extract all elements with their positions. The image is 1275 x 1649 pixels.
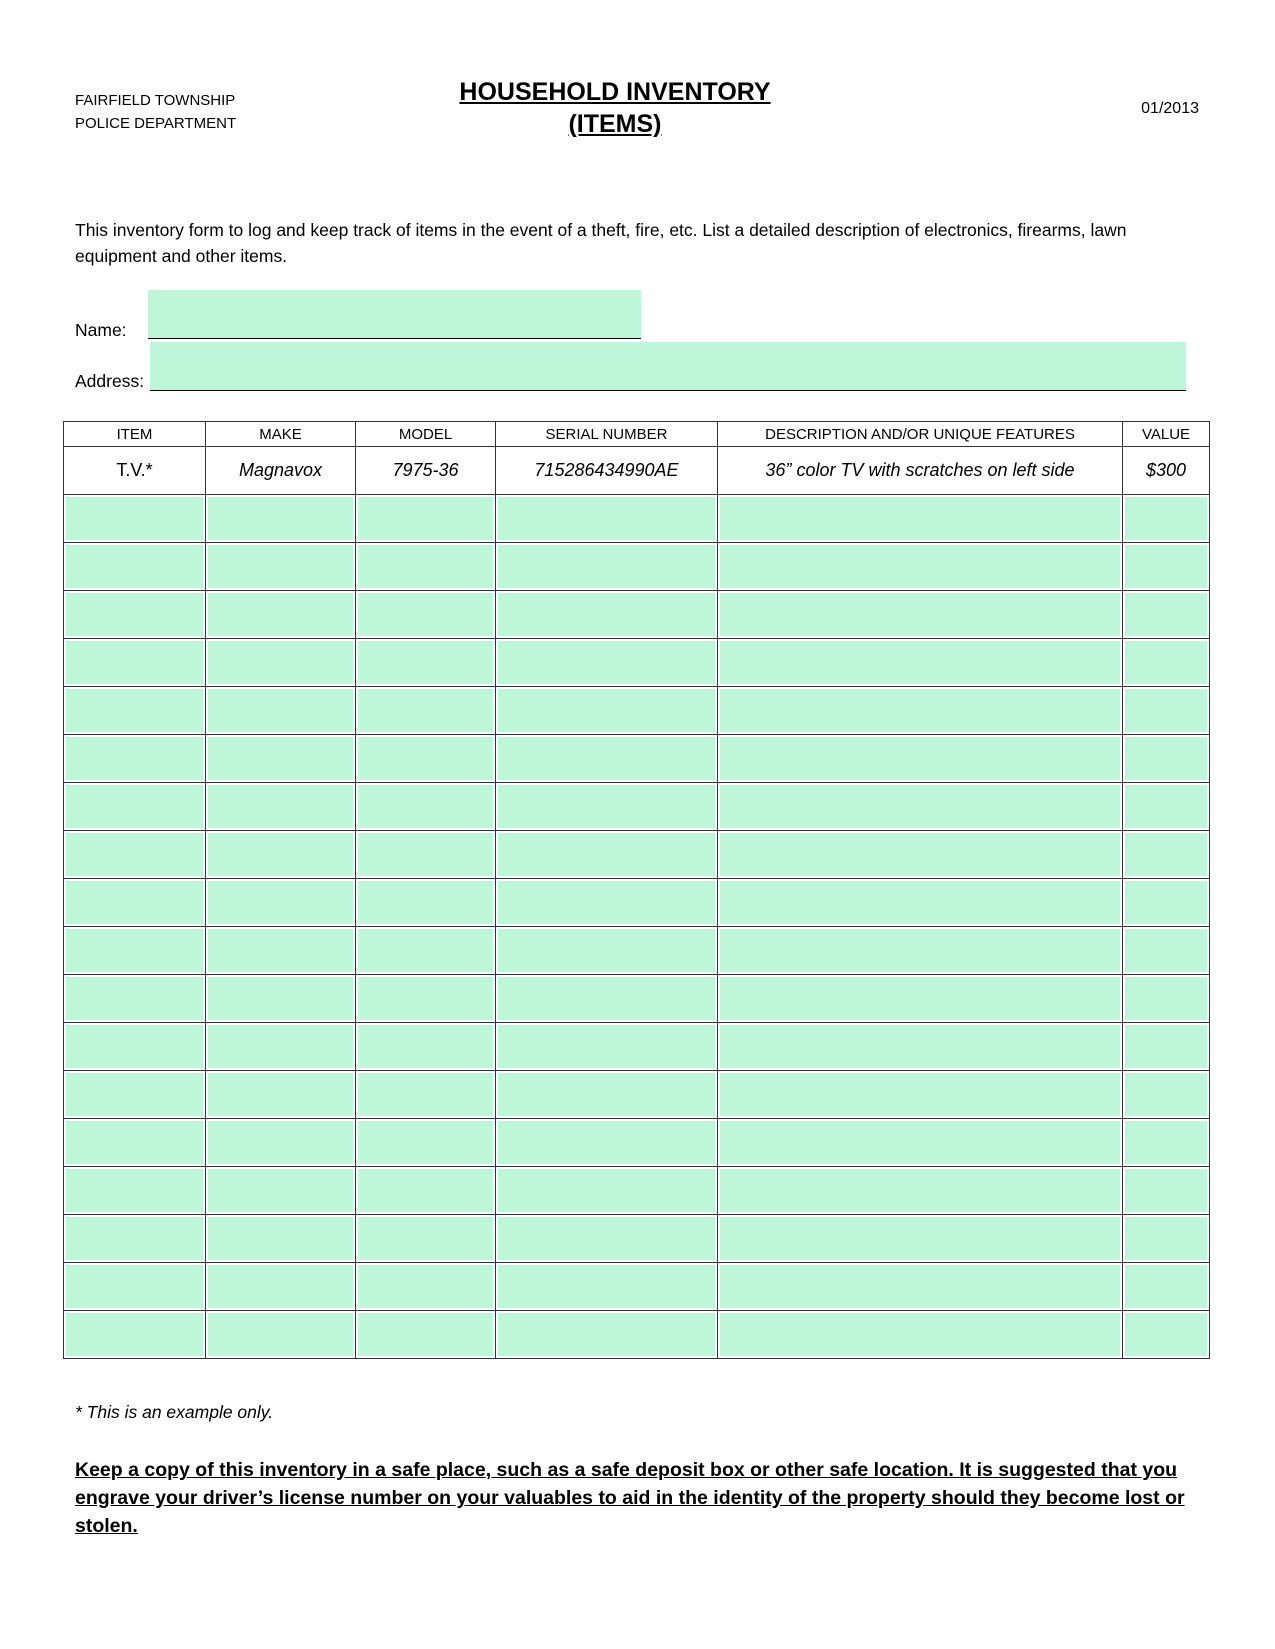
name-field[interactable] xyxy=(148,290,641,339)
description-cell[interactable] xyxy=(718,543,1123,591)
item-cell[interactable] xyxy=(64,639,206,687)
description-cell[interactable] xyxy=(718,639,1123,687)
serial-number-cell[interactable] xyxy=(496,1119,718,1167)
model-cell[interactable] xyxy=(356,639,496,687)
description-cell[interactable] xyxy=(718,1311,1123,1359)
table-header-row xyxy=(64,422,1210,447)
value-cell[interactable] xyxy=(1123,1119,1210,1167)
serial-number-cell[interactable] xyxy=(496,927,718,975)
model-cell[interactable] xyxy=(356,1023,496,1071)
model-cell[interactable] xyxy=(356,1119,496,1167)
table-row xyxy=(64,1311,1210,1359)
model-cell[interactable] xyxy=(356,1071,496,1119)
table-row xyxy=(64,495,1210,543)
serial-number-cell[interactable] xyxy=(496,495,718,543)
model-cell[interactable] xyxy=(356,687,496,735)
item-cell[interactable] xyxy=(64,735,206,783)
page-title xyxy=(420,76,810,140)
model-cell[interactable] xyxy=(356,927,496,975)
description-cell[interactable] xyxy=(718,1215,1123,1263)
table-row xyxy=(64,735,1210,783)
description-cell[interactable] xyxy=(718,1167,1123,1215)
make-cell[interactable] xyxy=(206,1263,356,1311)
model-cell[interactable] xyxy=(356,495,496,543)
column-header-make: MAKE xyxy=(206,422,356,447)
title-line-1: HOUSEHOLD INVENTORY xyxy=(459,78,771,106)
serial-number-cell[interactable] xyxy=(496,591,718,639)
serial-number-cell[interactable] xyxy=(496,783,718,831)
column-header-item: ITEM xyxy=(64,422,206,447)
table-row xyxy=(64,1071,1210,1119)
name-label: Name: xyxy=(75,320,127,340)
example-model: 7975-36 xyxy=(356,447,496,495)
table-row xyxy=(64,1023,1210,1071)
serial-number-cell[interactable] xyxy=(496,975,718,1023)
description-cell[interactable] xyxy=(718,1119,1123,1167)
address-field[interactable] xyxy=(150,342,1186,391)
item-cell[interactable] xyxy=(64,1263,206,1311)
item-cell[interactable] xyxy=(64,783,206,831)
table-row xyxy=(64,1263,1210,1311)
example-value: $300 xyxy=(1123,447,1210,495)
value-cell[interactable] xyxy=(1123,927,1210,975)
make-cell[interactable] xyxy=(206,879,356,927)
column-header-serial-number: SERIAL NUMBER xyxy=(496,422,718,447)
serial-number-cell[interactable] xyxy=(496,879,718,927)
description-cell[interactable] xyxy=(718,927,1123,975)
model-cell[interactable] xyxy=(356,591,496,639)
table-row xyxy=(64,927,1210,975)
item-cell[interactable] xyxy=(64,591,206,639)
description-cell[interactable] xyxy=(718,1263,1123,1311)
example-description: 36” color TV with scratches on left side xyxy=(718,447,1123,495)
value-cell[interactable] xyxy=(1123,783,1210,831)
description-cell[interactable] xyxy=(718,495,1123,543)
serial-number-cell[interactable] xyxy=(496,639,718,687)
serial-number-cell[interactable] xyxy=(496,543,718,591)
value-cell[interactable] xyxy=(1123,591,1210,639)
value-cell[interactable] xyxy=(1123,1167,1210,1215)
make-cell[interactable] xyxy=(206,495,356,543)
make-cell[interactable] xyxy=(206,639,356,687)
value-cell[interactable] xyxy=(1123,639,1210,687)
value-cell[interactable] xyxy=(1123,1311,1210,1359)
value-cell[interactable] xyxy=(1123,735,1210,783)
table-row xyxy=(64,1119,1210,1167)
make-cell[interactable] xyxy=(206,927,356,975)
item-cell[interactable] xyxy=(64,1119,206,1167)
table-row xyxy=(64,591,1210,639)
model-cell[interactable] xyxy=(356,879,496,927)
table-row xyxy=(64,879,1210,927)
value-cell[interactable] xyxy=(1123,1263,1210,1311)
model-cell[interactable] xyxy=(356,783,496,831)
make-cell[interactable] xyxy=(206,1071,356,1119)
table-row xyxy=(64,1167,1210,1215)
form-date: 01/2013 xyxy=(1141,100,1199,117)
make-cell[interactable] xyxy=(206,687,356,735)
item-cell[interactable] xyxy=(64,543,206,591)
inventory-table xyxy=(63,421,1210,1359)
model-cell[interactable] xyxy=(356,1311,496,1359)
item-cell[interactable] xyxy=(64,1215,206,1263)
item-cell[interactable] xyxy=(64,1071,206,1119)
model-cell[interactable] xyxy=(356,735,496,783)
description-cell[interactable] xyxy=(718,1023,1123,1071)
serial-number-cell[interactable] xyxy=(496,1311,718,1359)
item-cell[interactable] xyxy=(64,975,206,1023)
example-item: T.V.* xyxy=(64,447,206,495)
make-cell[interactable] xyxy=(206,1311,356,1359)
model-cell[interactable] xyxy=(356,1167,496,1215)
safekeeping-warning: Keep a copy of this inventory in a safe place, such as a safe deposit box or other safe location. It is suggested that you engrave your driver’s license number on your valuables to aid in the identity of the property should they become lost or stolen. xyxy=(75,1459,1185,1537)
item-cell[interactable] xyxy=(64,1167,206,1215)
model-cell[interactable] xyxy=(356,1215,496,1263)
description-cell[interactable] xyxy=(718,735,1123,783)
description-cell[interactable] xyxy=(718,687,1123,735)
item-cell[interactable] xyxy=(64,495,206,543)
example-footnote: * This is an example only. xyxy=(75,1402,274,1422)
make-cell[interactable] xyxy=(206,831,356,879)
value-cell[interactable] xyxy=(1123,1215,1210,1263)
table-row xyxy=(64,975,1210,1023)
column-header-value: VALUE xyxy=(1123,422,1210,447)
make-cell[interactable] xyxy=(206,1023,356,1071)
make-cell[interactable] xyxy=(206,783,356,831)
serial-number-cell[interactable] xyxy=(496,735,718,783)
value-cell[interactable] xyxy=(1123,1071,1210,1119)
example-row xyxy=(64,447,1210,495)
title-line-2: (ITEMS) xyxy=(568,110,662,138)
org-line-2: POLICE DEPARTMENT xyxy=(75,115,237,132)
table-row xyxy=(64,687,1210,735)
make-cell[interactable] xyxy=(206,735,356,783)
serial-number-cell[interactable] xyxy=(496,1023,718,1071)
item-cell[interactable] xyxy=(64,1023,206,1071)
example-serial-number: 715286434990AE xyxy=(496,447,718,495)
model-cell[interactable] xyxy=(356,1263,496,1311)
organization-name xyxy=(75,89,236,135)
item-cell[interactable] xyxy=(64,687,206,735)
org-line-1: FAIRFIELD TOWNSHIP xyxy=(75,92,236,109)
intro-text: This inventory form to log and keep track of items in the event of a theft, fire, etc. List a detailed description of electronics, firearms, lawn equipment and other items. xyxy=(75,220,1127,266)
make-cell[interactable] xyxy=(206,543,356,591)
value-cell[interactable] xyxy=(1123,687,1210,735)
column-header-description: DESCRIPTION AND/OR UNIQUE FEATURES xyxy=(718,422,1123,447)
item-cell[interactable] xyxy=(64,879,206,927)
model-cell[interactable] xyxy=(356,975,496,1023)
serial-number-cell[interactable] xyxy=(496,1167,718,1215)
description-cell[interactable] xyxy=(718,975,1123,1023)
value-cell[interactable] xyxy=(1123,495,1210,543)
address-label: Address: xyxy=(75,371,145,391)
table-row xyxy=(64,831,1210,879)
value-cell[interactable] xyxy=(1123,831,1210,879)
serial-number-cell[interactable] xyxy=(496,831,718,879)
table-row xyxy=(64,1215,1210,1263)
example-make: Magnavox xyxy=(206,447,356,495)
item-cell[interactable] xyxy=(64,831,206,879)
serial-number-cell[interactable] xyxy=(496,1263,718,1311)
value-cell[interactable] xyxy=(1123,1023,1210,1071)
model-cell[interactable] xyxy=(356,831,496,879)
value-cell[interactable] xyxy=(1123,543,1210,591)
description-cell[interactable] xyxy=(718,831,1123,879)
value-cell[interactable] xyxy=(1123,975,1210,1023)
serial-number-cell[interactable] xyxy=(496,1071,718,1119)
item-cell[interactable] xyxy=(64,927,206,975)
item-cell[interactable] xyxy=(64,1311,206,1359)
make-cell[interactable] xyxy=(206,1167,356,1215)
serial-number-cell[interactable] xyxy=(496,687,718,735)
description-cell[interactable] xyxy=(718,783,1123,831)
column-header-model: MODEL xyxy=(356,422,496,447)
make-cell[interactable] xyxy=(206,1119,356,1167)
table-row xyxy=(64,639,1210,687)
model-cell[interactable] xyxy=(356,543,496,591)
description-cell[interactable] xyxy=(718,1071,1123,1119)
table-row xyxy=(64,543,1210,591)
description-cell[interactable] xyxy=(718,591,1123,639)
description-cell[interactable] xyxy=(718,879,1123,927)
make-cell[interactable] xyxy=(206,591,356,639)
make-cell[interactable] xyxy=(206,1215,356,1263)
value-cell[interactable] xyxy=(1123,879,1210,927)
make-cell[interactable] xyxy=(206,975,356,1023)
table-row xyxy=(64,783,1210,831)
serial-number-cell[interactable] xyxy=(496,1215,718,1263)
